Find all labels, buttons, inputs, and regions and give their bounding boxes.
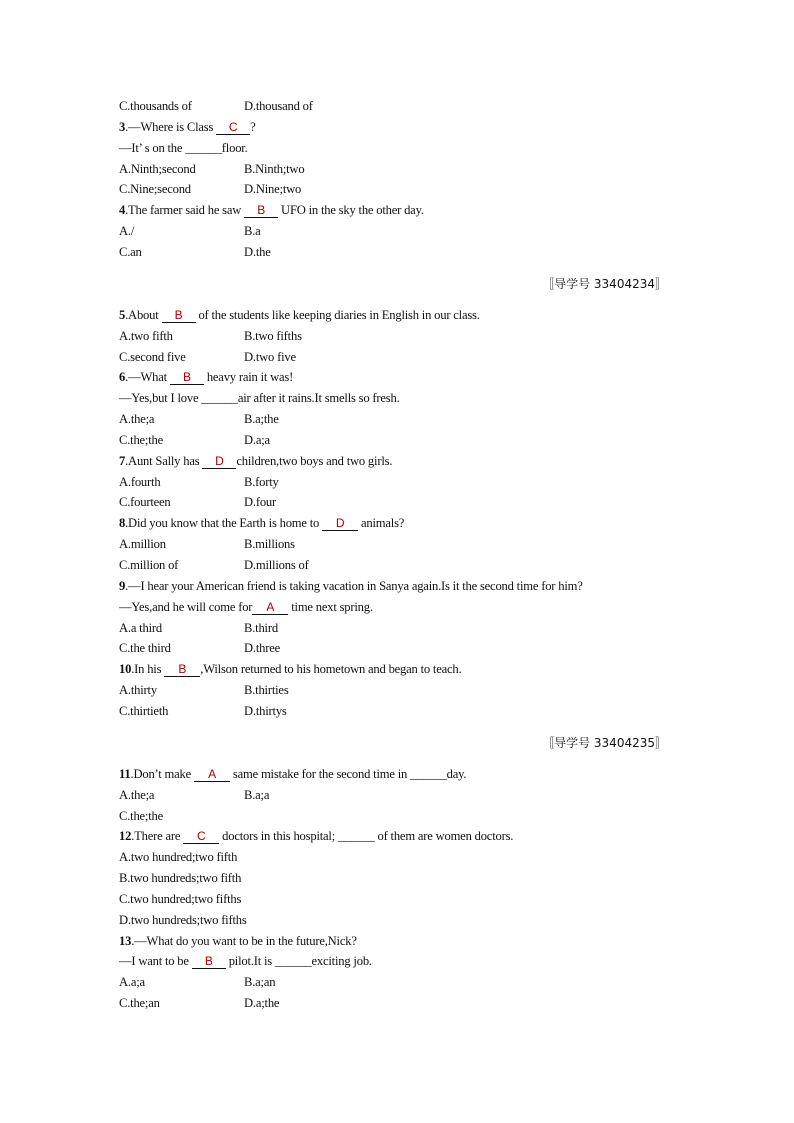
option-b: B.a bbox=[244, 224, 261, 239]
option-a: C.fourteen bbox=[119, 495, 171, 510]
option-row bbox=[119, 160, 305, 178]
answer-blank[interactable]: B bbox=[170, 370, 204, 385]
option-row bbox=[119, 619, 278, 637]
option-a: A.the;a bbox=[119, 412, 155, 427]
option-a: C.million of bbox=[119, 558, 179, 572]
text-line bbox=[119, 869, 241, 887]
option-b: B.a;a bbox=[244, 787, 270, 802]
option-row bbox=[119, 243, 271, 261]
option-row bbox=[119, 973, 276, 991]
option-a: C.an bbox=[119, 244, 142, 259]
text-line bbox=[119, 807, 163, 825]
text-line bbox=[119, 389, 400, 407]
answer-blank[interactable]: B bbox=[192, 954, 226, 969]
question-line bbox=[119, 514, 404, 532]
option-a: C.Nine;second bbox=[119, 182, 191, 197]
question-line bbox=[119, 118, 256, 136]
answer-blank[interactable]: A bbox=[252, 600, 288, 615]
option-b: B.two fifths bbox=[244, 328, 302, 343]
option-row bbox=[119, 994, 280, 1012]
option-b: D.thousand of bbox=[244, 99, 313, 113]
option-row bbox=[119, 681, 289, 699]
option-b: D.thirtys bbox=[244, 703, 287, 718]
option-a: A.thirty bbox=[119, 683, 157, 698]
option-a: C.thousands of bbox=[119, 99, 192, 113]
line-text: .—I hear your American friend is taking vacation in Sanya again.Is it the second time for him? bbox=[125, 578, 583, 593]
answer-blank[interactable]: B bbox=[162, 308, 196, 323]
question-number: 12 bbox=[119, 829, 132, 844]
answer-blank[interactable]: A bbox=[194, 767, 230, 782]
option-row bbox=[119, 180, 302, 198]
option-b: D.millions of bbox=[244, 558, 309, 572]
question-text-after: children,two boys and two girls. bbox=[236, 453, 393, 468]
option-b: D.four bbox=[244, 495, 277, 510]
reference-number: 〚导学号 33404235〛 bbox=[542, 735, 667, 750]
question-line bbox=[119, 765, 466, 783]
question-number: 9 bbox=[119, 578, 126, 593]
question-line bbox=[119, 368, 293, 386]
answer-blank[interactable]: C bbox=[216, 120, 250, 135]
question-number: 10 bbox=[119, 662, 132, 677]
question-text-before: .The farmer said he saw bbox=[125, 203, 245, 218]
question-line bbox=[119, 598, 373, 616]
option-b: D.two five bbox=[244, 349, 296, 364]
text-line bbox=[119, 890, 241, 908]
option-row bbox=[119, 535, 295, 553]
option-a: C.the third bbox=[119, 641, 171, 656]
option-b: D.a;a bbox=[244, 432, 270, 447]
option-row bbox=[119, 473, 279, 491]
reference-number: 〚导学号 33404234〛 bbox=[542, 276, 667, 291]
question-text-after: animals? bbox=[358, 516, 405, 531]
answer-blank[interactable]: D bbox=[202, 454, 236, 469]
question-text-before: .Did you know that the Earth is home to bbox=[125, 516, 323, 531]
question-line bbox=[119, 660, 461, 678]
question-number: 13 bbox=[119, 933, 132, 948]
line-text: D.two hundreds;two fifths bbox=[119, 912, 247, 927]
answer-blank[interactable]: C bbox=[183, 829, 219, 844]
question-text-after: doctors in this hospital; ______ of them are women doctors. bbox=[219, 829, 514, 844]
option-row bbox=[119, 493, 277, 511]
question-text-after: heavy rain it was! bbox=[203, 370, 294, 385]
line-text: —Yes,but I love ______air after it rains.It smells so fresh. bbox=[119, 391, 400, 406]
option-b: B.a;the bbox=[244, 412, 279, 427]
option-b: D.three bbox=[244, 641, 281, 656]
option-b: D.a;the bbox=[244, 996, 280, 1011]
line-text: C.the;the bbox=[119, 808, 164, 823]
question-text-after: ? bbox=[250, 119, 256, 134]
answer-blank[interactable]: B bbox=[164, 662, 200, 677]
text-line bbox=[119, 911, 247, 929]
option-row bbox=[119, 327, 302, 345]
question-text-before: .About bbox=[125, 307, 162, 322]
line-text: C.two hundred;two fifths bbox=[119, 891, 242, 906]
answer-blank[interactable]: D bbox=[322, 516, 358, 531]
option-a: A.two fifth bbox=[119, 328, 173, 343]
option-b: B.millions bbox=[244, 537, 295, 552]
line-text: A.two hundred;two fifth bbox=[119, 850, 238, 865]
option-b: B.a;an bbox=[244, 975, 276, 990]
line-text: —It’ s on the ______floor. bbox=[119, 140, 248, 155]
question-text-before: .Aunt Sally has bbox=[125, 453, 203, 468]
question-text-before: .—What do you want to be in the future,Nick? bbox=[131, 933, 357, 948]
option-b: B.forty bbox=[244, 474, 279, 489]
question-text-after: ,Wilson returned to his hometown and began to teach. bbox=[200, 662, 462, 677]
question-number: 6 bbox=[119, 370, 126, 385]
question-line bbox=[119, 452, 392, 470]
option-b: D.the bbox=[244, 244, 271, 259]
question-text-before: .—What bbox=[125, 370, 170, 385]
question-line bbox=[119, 932, 357, 950]
option-row bbox=[119, 222, 261, 240]
option-b: B.Ninth;two bbox=[244, 161, 305, 176]
question-line bbox=[119, 201, 424, 219]
question-text-after: time next spring. bbox=[288, 599, 373, 614]
question-text-after: UFO in the sky the other day. bbox=[278, 203, 424, 218]
option-row bbox=[119, 786, 270, 804]
option-a: A.the;a bbox=[119, 787, 155, 802]
question-number: 4 bbox=[119, 203, 126, 218]
question-line bbox=[119, 827, 513, 845]
question-text-before: —I want to be bbox=[119, 954, 192, 969]
option-a: A.a third bbox=[119, 620, 162, 635]
question-text-after: of the students like keeping diaries in English in our class. bbox=[195, 307, 480, 322]
answer-blank[interactable]: B bbox=[244, 203, 278, 218]
option-row bbox=[119, 410, 279, 428]
option-b: B.thirties bbox=[244, 683, 289, 698]
option-a: C.thirtieth bbox=[119, 703, 169, 718]
question-number: 11 bbox=[119, 766, 131, 781]
text-line bbox=[119, 848, 237, 866]
question-text-after: pilot.It is ______exciting job. bbox=[225, 954, 372, 969]
question-text-after: same mistake for the second time in ______day. bbox=[229, 766, 467, 781]
option-row bbox=[119, 702, 287, 720]
option-row bbox=[119, 639, 281, 657]
question-number: 8 bbox=[119, 516, 126, 531]
option-a: A.a;a bbox=[119, 975, 145, 990]
option-a: C.second five bbox=[119, 349, 186, 364]
question-text-before: —Yes,and he will come for bbox=[119, 599, 253, 614]
question-number: 3 bbox=[119, 119, 126, 134]
option-b: B.third bbox=[244, 620, 278, 635]
question-text-before: .Don’t make bbox=[130, 766, 194, 781]
question-line bbox=[119, 306, 480, 324]
question-number: 7 bbox=[119, 453, 126, 468]
option-a: C.the;the bbox=[119, 432, 164, 447]
question-number: 5 bbox=[119, 307, 126, 322]
text-line bbox=[119, 577, 583, 595]
option-row bbox=[119, 556, 309, 574]
question-line bbox=[119, 952, 372, 970]
option-a: A.Ninth;second bbox=[119, 161, 196, 176]
option-row bbox=[119, 348, 296, 366]
question-text-before: .—Where is Class bbox=[125, 119, 217, 134]
option-a: C.the;an bbox=[119, 996, 160, 1011]
text-line bbox=[119, 139, 248, 157]
option-a: A./ bbox=[119, 224, 135, 239]
option-row bbox=[119, 97, 313, 115]
option-b: D.Nine;two bbox=[244, 182, 302, 197]
question-text-before: .There are bbox=[131, 829, 184, 844]
option-a: A.fourth bbox=[119, 474, 161, 489]
line-text: B.two hundreds;two fifth bbox=[119, 871, 242, 886]
question-text-before: .In his bbox=[131, 662, 165, 677]
option-row bbox=[119, 431, 270, 449]
option-a: A.million bbox=[119, 537, 166, 552]
